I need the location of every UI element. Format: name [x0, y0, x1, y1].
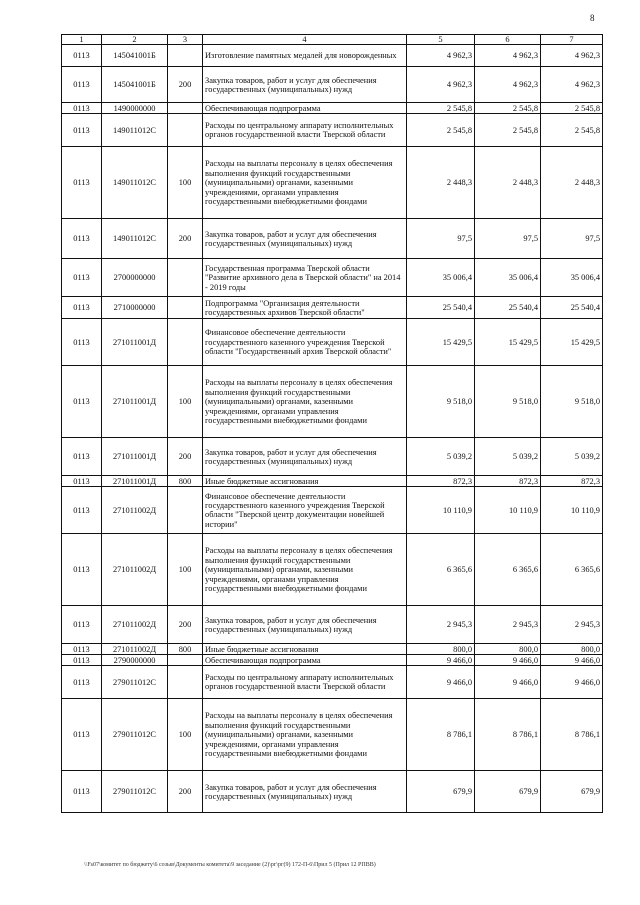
amount-year-2: 9 518,0: [475, 366, 541, 438]
amount-year-2: 4 962,3: [475, 67, 541, 103]
amount-year-1: 2 448,3: [407, 147, 475, 219]
amount-year-3: 872,3: [541, 476, 603, 487]
expense-type: [168, 103, 203, 114]
amount-year-1: 10 110,9: [407, 487, 475, 534]
amount-year-1: 4 962,3: [407, 45, 475, 67]
expense-type: 100: [168, 534, 203, 606]
target-code: 149011012С: [102, 114, 168, 147]
amount-year-1: 800,0: [407, 644, 475, 655]
amount-year-2: 97,5: [475, 219, 541, 259]
table-row: [62, 297, 603, 319]
amount-year-3: 2 545,8: [541, 114, 603, 147]
item-name: Закупка товаров, работ и услуг для обеспечения государственных (муниципальных) нужд: [203, 606, 407, 644]
amount-year-2: 9 466,0: [475, 666, 541, 699]
amount-year-1: 4 962,3: [407, 67, 475, 103]
target-code: 271011002Д: [102, 606, 168, 644]
header-cell: 3: [168, 35, 203, 45]
header-cell: 1: [62, 35, 102, 45]
amount-year-3: 10 110,9: [541, 487, 603, 534]
expense-type: [168, 319, 203, 366]
table-row: [62, 534, 603, 606]
amount-year-1: 2 945,3: [407, 606, 475, 644]
table-row: [62, 476, 603, 487]
item-name: Финансовое обеспечение деятельности государственного казенного учреждения Тверской области "Тверской центр документации новейшей истории": [203, 487, 407, 534]
table-row: [62, 771, 603, 813]
expense-type: [168, 487, 203, 534]
amount-year-1: 2 545,8: [407, 103, 475, 114]
item-name: Расходы на выплаты персоналу в целях обеспечения выполнения функций государственными (муниципальными) органами, казенными учреждениями, органами управления государственными внебюджетными фондами: [203, 366, 407, 438]
section-code: 0113: [62, 438, 102, 476]
table-row: [62, 103, 603, 114]
amount-year-1: 15 429,5: [407, 319, 475, 366]
expense-type: [168, 655, 203, 666]
section-code: 0113: [62, 771, 102, 813]
table-row: [62, 147, 603, 219]
page-number: 8: [590, 13, 595, 23]
amount-year-1: 97,5: [407, 219, 475, 259]
amount-year-2: 10 110,9: [475, 487, 541, 534]
item-name: Расходы на выплаты персоналу в целях обеспечения выполнения функций государственными (муниципальными) органами, казенными учреждениями, органами управления государственными внебюджетными фондами: [203, 147, 407, 219]
amount-year-3: 97,5: [541, 219, 603, 259]
table-row: [62, 259, 603, 297]
expense-type: 200: [168, 771, 203, 813]
table-header-row: [62, 35, 603, 45]
target-code: 271011002Д: [102, 534, 168, 606]
item-name: Расходы по центральному аппарату исполнительных органов государственной власти Тверской области: [203, 666, 407, 699]
item-name: Расходы на выплаты персоналу в целях обеспечения выполнения функций государственными (муниципальными) органами, казенными учреждениями, органами управления государственными внебюджетными фондами: [203, 699, 407, 771]
target-code: 2710000000: [102, 297, 168, 319]
table-row: [62, 606, 603, 644]
item-name: Изготовление памятных медалей для новорожденных: [203, 45, 407, 67]
target-code: 279011012С: [102, 771, 168, 813]
amount-year-2: 2 448,3: [475, 147, 541, 219]
expense-type: [168, 45, 203, 67]
section-code: 0113: [62, 103, 102, 114]
item-name: Закупка товаров, работ и услуг для обеспечения государственных (муниципальных) нужд: [203, 438, 407, 476]
item-name: Расходы на выплаты персоналу в целях обеспечения выполнения функций государственными (муниципальными) органами, казенными учреждениями, органами управления государственными внебюджетными фондами: [203, 534, 407, 606]
target-code: 271011001Д: [102, 319, 168, 366]
section-code: 0113: [62, 699, 102, 771]
amount-year-2: 15 429,5: [475, 319, 541, 366]
section-code: 0113: [62, 297, 102, 319]
amount-year-2: 4 962,3: [475, 45, 541, 67]
target-code: 1490000000: [102, 103, 168, 114]
table-row: [62, 644, 603, 655]
expense-type: 100: [168, 147, 203, 219]
amount-year-3: 35 006,4: [541, 259, 603, 297]
amount-year-2: 2 545,8: [475, 114, 541, 147]
amount-year-3: 2 945,3: [541, 606, 603, 644]
amount-year-3: 4 962,3: [541, 45, 603, 67]
amount-year-3: 8 786,1: [541, 699, 603, 771]
amount-year-1: 9 466,0: [407, 666, 475, 699]
header-cell: 6: [475, 35, 541, 45]
amount-year-3: 5 039,2: [541, 438, 603, 476]
header-cell: 2: [102, 35, 168, 45]
item-name: Обеспечивающая подпрограмма: [203, 103, 407, 114]
section-code: 0113: [62, 45, 102, 67]
target-code: 145041001Б: [102, 45, 168, 67]
amount-year-2: 800,0: [475, 644, 541, 655]
amount-year-2: 2 545,8: [475, 103, 541, 114]
section-code: 0113: [62, 666, 102, 699]
expense-type: 100: [168, 699, 203, 771]
amount-year-3: 679,9: [541, 771, 603, 813]
header-cell: 4: [203, 35, 407, 45]
amount-year-1: 2 545,8: [407, 114, 475, 147]
amount-year-1: 872,3: [407, 476, 475, 487]
table-row: [62, 366, 603, 438]
amount-year-2: 872,3: [475, 476, 541, 487]
amount-year-1: 25 540,4: [407, 297, 475, 319]
header-cell: 7: [541, 35, 603, 45]
section-code: 0113: [62, 67, 102, 103]
table-row: [62, 655, 603, 666]
amount-year-2: 35 006,4: [475, 259, 541, 297]
amount-year-3: 25 540,4: [541, 297, 603, 319]
expense-type: [168, 259, 203, 297]
target-code: 145041001Б: [102, 67, 168, 103]
expense-type: 800: [168, 644, 203, 655]
amount-year-3: 2 545,8: [541, 103, 603, 114]
target-code: 2790000000: [102, 655, 168, 666]
table-row: [62, 45, 603, 67]
expense-type: [168, 114, 203, 147]
item-name: Закупка товаров, работ и услуг для обеспечения государственных (муниципальных) нужд: [203, 219, 407, 259]
target-code: 271011002Д: [102, 487, 168, 534]
target-code: 279011012С: [102, 666, 168, 699]
section-code: 0113: [62, 219, 102, 259]
amount-year-1: 9 466,0: [407, 655, 475, 666]
expense-type: 200: [168, 67, 203, 103]
expense-type: 800: [168, 476, 203, 487]
amount-year-3: 9 518,0: [541, 366, 603, 438]
target-code: 271011002Д: [102, 644, 168, 655]
table-row: [62, 666, 603, 699]
amount-year-1: 5 039,2: [407, 438, 475, 476]
amount-year-1: 9 518,0: [407, 366, 475, 438]
item-name: Иные бюджетные ассигнования: [203, 476, 407, 487]
expense-type: 200: [168, 438, 203, 476]
amount-year-2: 679,9: [475, 771, 541, 813]
section-code: 0113: [62, 487, 102, 534]
section-code: 0113: [62, 606, 102, 644]
target-code: 149011012С: [102, 147, 168, 219]
table-row: [62, 699, 603, 771]
target-code: 271011001Д: [102, 366, 168, 438]
amount-year-3: 4 962,3: [541, 67, 603, 103]
target-code: 2700000000: [102, 259, 168, 297]
header-cell: 5: [407, 35, 475, 45]
section-code: 0113: [62, 366, 102, 438]
amount-year-2: 5 039,2: [475, 438, 541, 476]
amount-year-3: 800,0: [541, 644, 603, 655]
amount-year-2: 6 365,6: [475, 534, 541, 606]
amount-year-1: 679,9: [407, 771, 475, 813]
amount-year-3: 6 365,6: [541, 534, 603, 606]
amount-year-3: 9 466,0: [541, 666, 603, 699]
section-code: 0113: [62, 476, 102, 487]
target-code: 271011001Д: [102, 438, 168, 476]
section-code: 0113: [62, 655, 102, 666]
amount-year-2: 9 466,0: [475, 655, 541, 666]
amount-year-2: 2 945,3: [475, 606, 541, 644]
item-name: Закупка товаров, работ и услуг для обеспечения государственных (муниципальных) нужд: [203, 771, 407, 813]
amount-year-1: 8 786,1: [407, 699, 475, 771]
expense-type: [168, 666, 203, 699]
amount-year-3: 15 429,5: [541, 319, 603, 366]
amount-year-2: 8 786,1: [475, 699, 541, 771]
item-name: Обеспечивающая подпрограмма: [203, 655, 407, 666]
section-code: 0113: [62, 147, 102, 219]
amount-year-3: 9 466,0: [541, 655, 603, 666]
amount-year-2: 25 540,4: [475, 297, 541, 319]
item-name: Государственная программа Тверской области "Развитие архивного дела в Тверской области" на 2014 - 2019 годы: [203, 259, 407, 297]
section-code: 0113: [62, 644, 102, 655]
target-code: 271011001Д: [102, 476, 168, 487]
expense-type: [168, 297, 203, 319]
section-code: 0113: [62, 534, 102, 606]
item-name: Иные бюджетные ассигнования: [203, 644, 407, 655]
expense-type: 100: [168, 366, 203, 438]
amount-year-1: 6 365,6: [407, 534, 475, 606]
target-code: 149011012С: [102, 219, 168, 259]
item-name: Финансовое обеспечение деятельности государственного казенного учреждения Тверской области "Государственный архив Тверской области": [203, 319, 407, 366]
table-row: [62, 219, 603, 259]
expense-type: 200: [168, 606, 203, 644]
item-name: Расходы по центральному аппарату исполнительных органов государственной власти Тверской области: [203, 114, 407, 147]
table-row: [62, 319, 603, 366]
expense-type: 200: [168, 219, 203, 259]
table-row: [62, 438, 603, 476]
table-row: [62, 114, 603, 147]
table-row: [62, 67, 603, 103]
amount-year-1: 35 006,4: [407, 259, 475, 297]
item-name: Закупка товаров, работ и услуг для обеспечения государственных (муниципальных) нужд: [203, 67, 407, 103]
footer-file-path: \\Fs07\комитет по бюджету\6 созыв\Документы комитета\9 заседание (2)\рг\рг(9) 172-П-6\Прил 5 (Прил 12 РПВВ): [84, 862, 376, 868]
amount-year-3: 2 448,3: [541, 147, 603, 219]
item-name: Подпрограмма "Организация деятельности государственных архивов Тверской области": [203, 297, 407, 319]
target-code: 279011012С: [102, 699, 168, 771]
table-row: [62, 487, 603, 534]
section-code: 0113: [62, 114, 102, 147]
section-code: 0113: [62, 259, 102, 297]
section-code: 0113: [62, 319, 102, 366]
budget-table: [61, 34, 603, 813]
